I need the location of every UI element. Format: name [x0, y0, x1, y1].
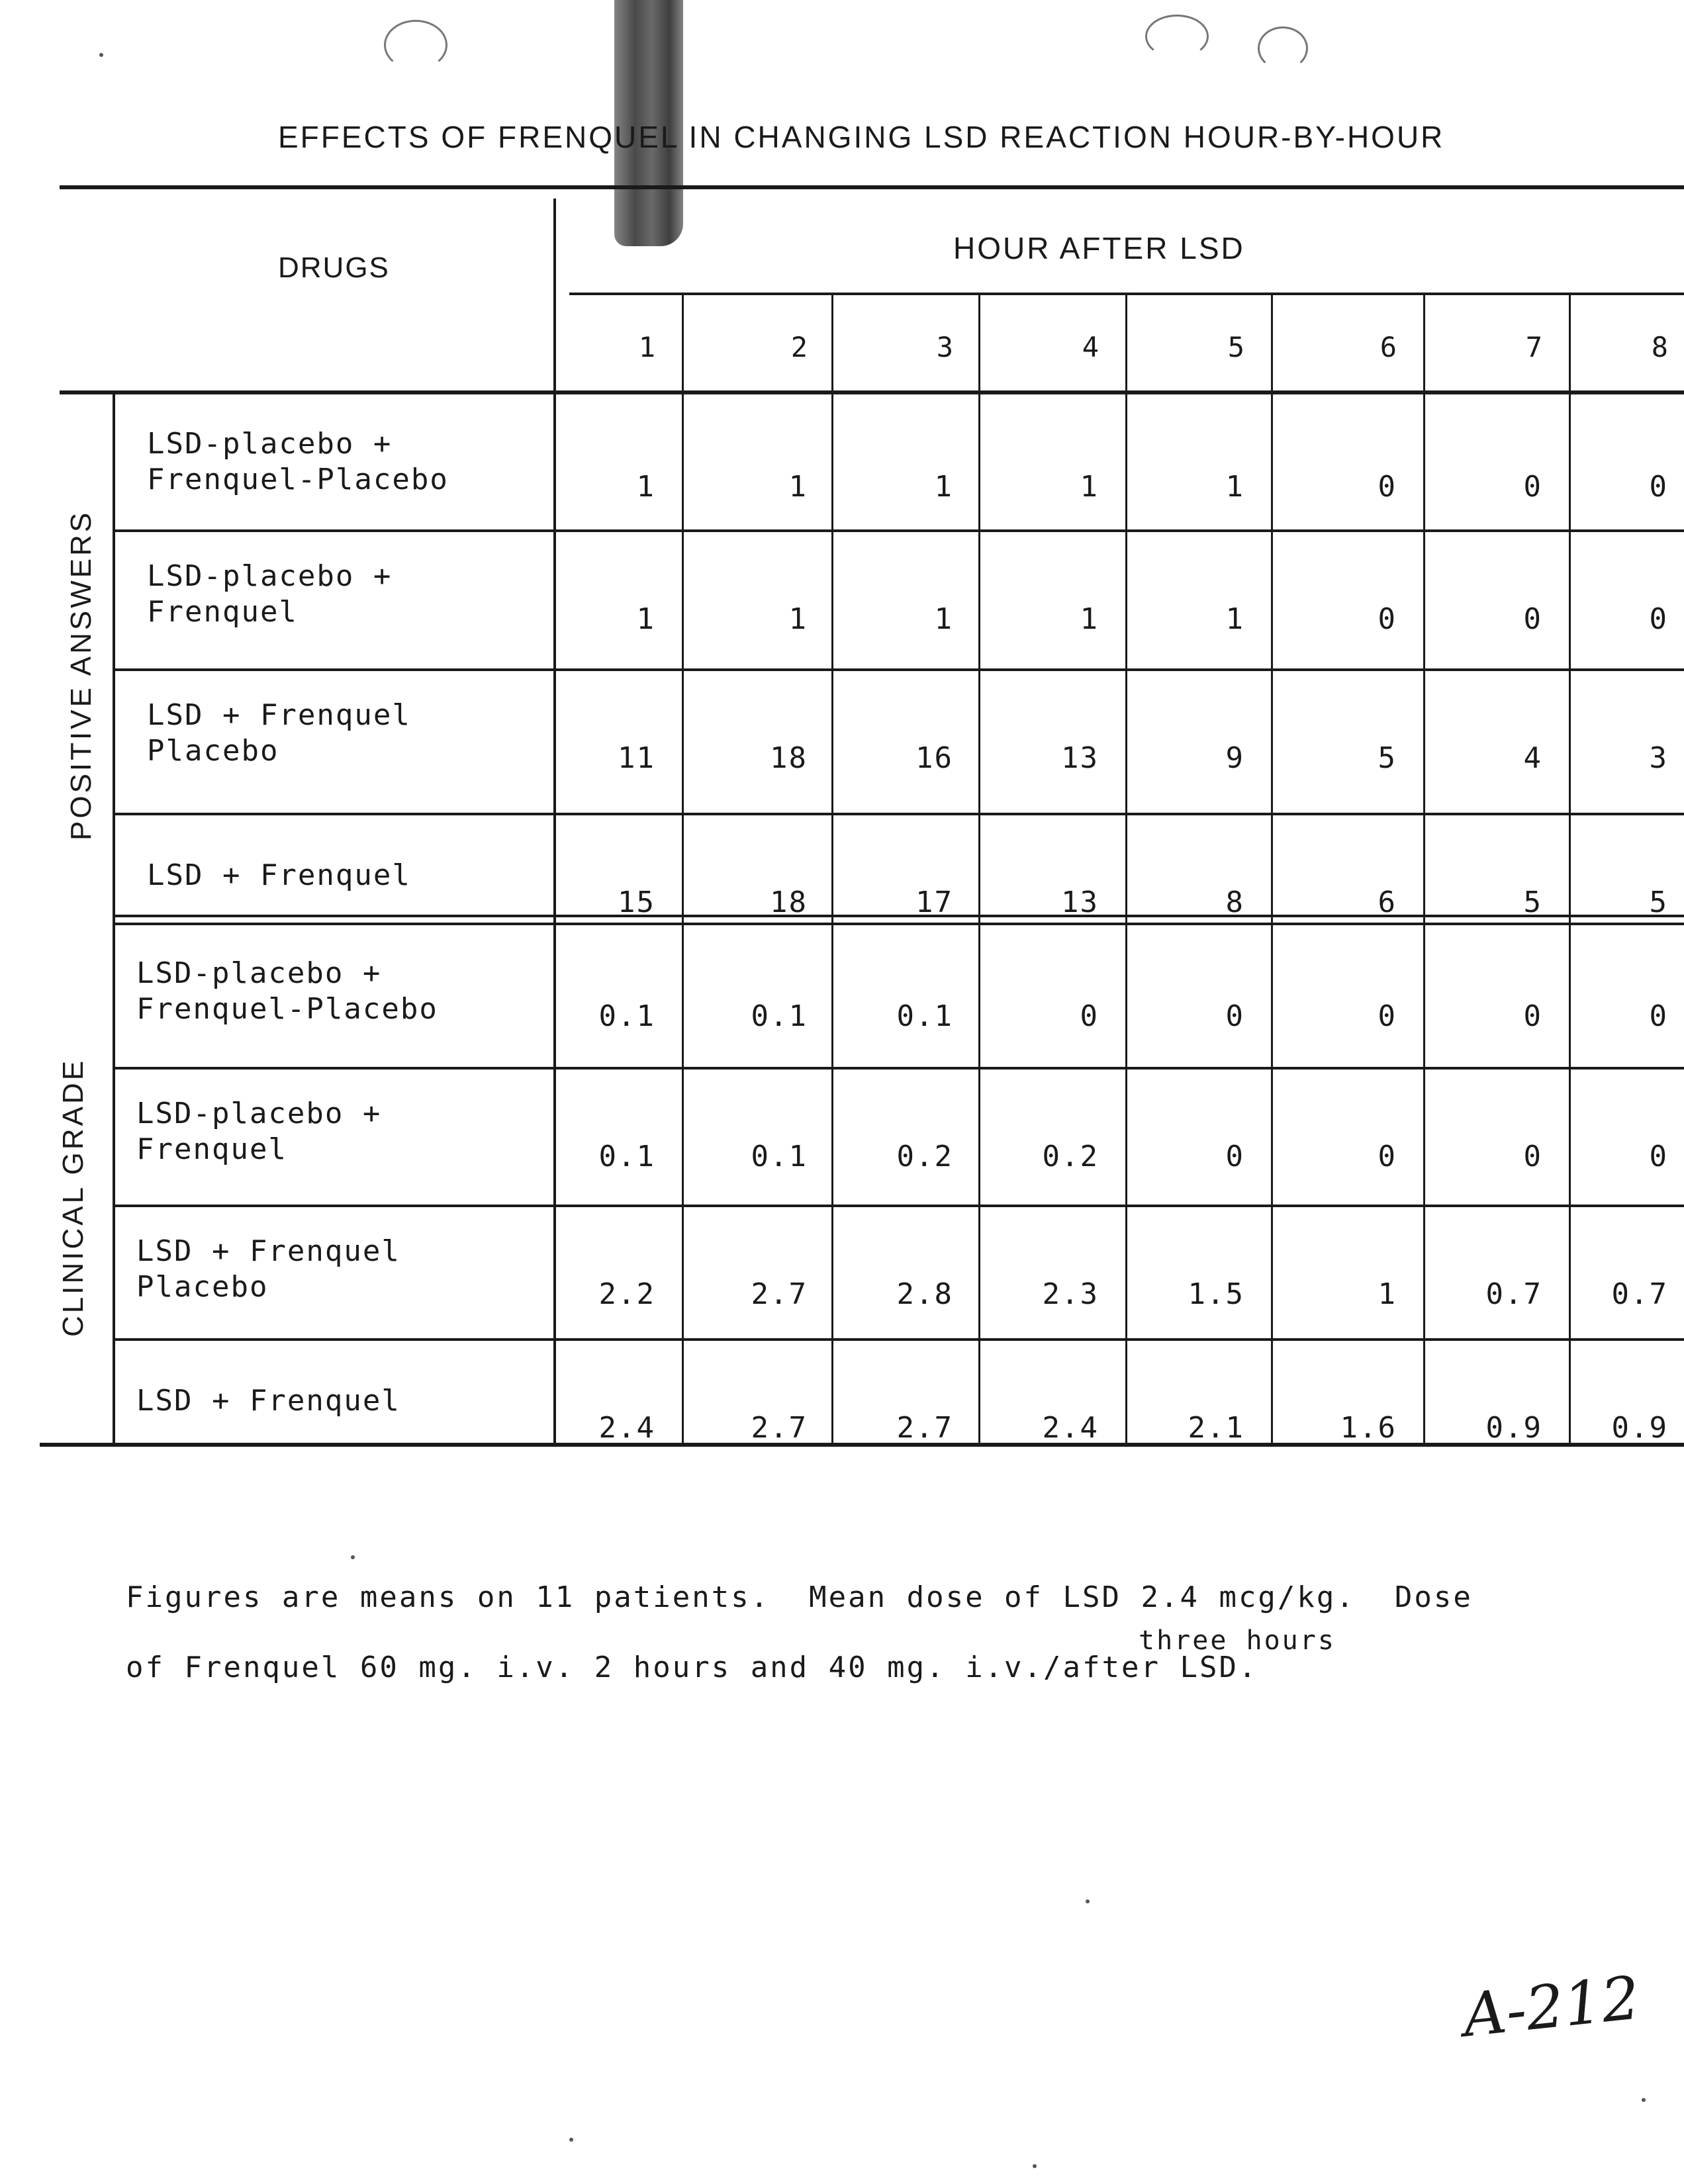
- table-cell: 0.9: [1611, 1411, 1668, 1445]
- table-cell: 18: [770, 741, 808, 775]
- hour-column-header: 8: [1651, 331, 1668, 363]
- row-rule: [115, 1205, 1684, 1207]
- table-cell: 17: [915, 886, 953, 919]
- column-rule: [1125, 295, 1127, 1443]
- table-cell: 1: [636, 470, 655, 504]
- drugs-column-rule: [553, 199, 556, 1443]
- scan-speck: [569, 2138, 573, 2142]
- hour-column-header: 2: [790, 331, 808, 363]
- table-cell: 0: [1378, 602, 1397, 636]
- footnote-insert: three hours: [1139, 1625, 1336, 1656]
- table-cell: 6: [1378, 886, 1397, 919]
- table-cell: 1: [1080, 602, 1099, 636]
- column-rule: [978, 295, 980, 1443]
- table-cell: 0: [1378, 470, 1397, 504]
- drug-label: LSD-placebo + Frenquel: [136, 1097, 382, 1166]
- hour-column-header: 6: [1380, 331, 1397, 363]
- table-top-rule: [60, 185, 1684, 189]
- table-cell: 1.5: [1188, 1277, 1244, 1311]
- drug-label: LSD + Frenquel Placebo: [136, 1234, 400, 1304]
- table-cell: 0.1: [598, 999, 655, 1033]
- hour-after-lsd-header: HOUR AFTER LSD: [953, 231, 1245, 265]
- table-cell: 1: [1225, 602, 1244, 636]
- group-label-clinical-grade: CLINICAL GRADE: [57, 1058, 89, 1337]
- table-cell: 13: [1061, 886, 1099, 919]
- column-rule: [1569, 295, 1571, 1443]
- table-cell: 9: [1225, 741, 1244, 775]
- table-cell: 0: [1523, 1140, 1542, 1173]
- drug-label: LSD-placebo + Frenquel-Placebo: [136, 956, 438, 1026]
- table-cell: 0.7: [1611, 1277, 1668, 1311]
- table-cell: 2.7: [751, 1411, 808, 1445]
- column-rule: [1271, 295, 1273, 1443]
- table-cell: 1: [1378, 1277, 1397, 1311]
- header-bottom-rule: [60, 390, 1684, 394]
- table-cell: 13: [1061, 741, 1099, 775]
- table-cell: 0.7: [1485, 1277, 1542, 1311]
- drug-label: LSD-placebo + Frenquel: [147, 559, 393, 629]
- punch-hole: [1258, 26, 1308, 70]
- scan-speck: [1642, 2098, 1646, 2102]
- table-cell: 2.1: [1188, 1411, 1244, 1445]
- table-cell: 1: [788, 602, 808, 636]
- table-cell: 8: [1225, 886, 1244, 919]
- table-cell: 5: [1523, 886, 1542, 919]
- table-cell: 1: [1080, 470, 1099, 504]
- table-cell: 1: [788, 470, 808, 504]
- table-cell: 0: [1523, 602, 1542, 636]
- punch-hole: [1145, 15, 1209, 58]
- table-cell: 0.2: [896, 1140, 953, 1173]
- table-cell: 0: [1649, 602, 1668, 636]
- table-cell: 0: [1378, 999, 1397, 1033]
- drug-label: LSD + Frenquel: [147, 858, 411, 892]
- group-label-positive-answers: POSITIVE ANSWERS: [65, 510, 97, 841]
- table-cell: 0.1: [598, 1140, 655, 1173]
- table-cell: 0: [1225, 999, 1244, 1033]
- table-cell: 15: [618, 886, 655, 919]
- table-cell: 0.1: [896, 999, 953, 1033]
- table-cell: 1: [636, 602, 655, 636]
- table-cell: 16: [915, 741, 953, 775]
- drug-label: LSD + Frenquel Placebo: [147, 698, 411, 768]
- table-cell: 2.2: [598, 1277, 655, 1311]
- column-rule: [1423, 295, 1425, 1443]
- drug-label: LSD-placebo + Frenquel-Placebo: [147, 427, 449, 496]
- hour-column-header: 7: [1525, 331, 1542, 363]
- table-cell: 2.7: [751, 1277, 808, 1311]
- row-rule: [115, 668, 1684, 671]
- scan-speck: [1086, 1899, 1090, 1903]
- footnote-line-1: Figures are means on 11 patients. Mean dose of LSD 2.4 mcg/kg. Dose: [126, 1580, 1473, 1614]
- table-cell: 1: [934, 602, 953, 636]
- drug-label: LSD + Frenquel: [136, 1384, 400, 1418]
- row-rule: [115, 1338, 1684, 1341]
- table-cell: 1: [1225, 470, 1244, 504]
- row-rule: [115, 1067, 1684, 1069]
- hour-column-header: 5: [1227, 331, 1244, 363]
- table-cell: 2.3: [1042, 1277, 1099, 1311]
- table-cell: 18: [770, 886, 808, 919]
- scan-speck: [351, 1555, 355, 1559]
- table-cell: 3: [1649, 741, 1668, 775]
- table-cell: 2.7: [896, 1411, 953, 1445]
- page-number: A-212: [1460, 1963, 1643, 2051]
- table-cell: 5: [1649, 886, 1668, 919]
- scan-speck: [1033, 2164, 1037, 2168]
- table-cell: 0: [1649, 1140, 1668, 1173]
- table-cell: 0: [1378, 1140, 1397, 1173]
- table-cell: 0.9: [1485, 1411, 1542, 1445]
- table-cell: 2.8: [896, 1277, 953, 1311]
- table-cell: 0: [1225, 1140, 1244, 1173]
- page-title: EFFECTS OF FRENQUEL IN CHANGING LSD REACTION HOUR-BY-HOUR: [278, 120, 1445, 154]
- punch-hole: [384, 20, 447, 70]
- column-rule: [682, 295, 684, 1443]
- table-cell: 0: [1649, 470, 1668, 504]
- table-cell: 4: [1523, 741, 1542, 775]
- table-cell: 0.2: [1042, 1140, 1099, 1173]
- table-cell: 0: [1080, 999, 1099, 1033]
- scan-speck: [99, 53, 103, 57]
- table-cell: 5: [1378, 741, 1397, 775]
- footnote-line-2: of Frenquel 60 mg. i.v. 2 hours and 40 mg. i.v./after LSD.: [126, 1651, 1258, 1684]
- table-cell: 0: [1523, 999, 1542, 1033]
- row-rule: [115, 529, 1684, 532]
- table-cell: 0: [1523, 470, 1542, 504]
- hour-column-header: 3: [936, 331, 953, 363]
- column-rule: [831, 295, 833, 1443]
- side-label-rule: [113, 394, 115, 1443]
- table-cell: 2.4: [1042, 1411, 1099, 1445]
- table-cell: 2.4: [598, 1411, 655, 1445]
- row-rule: [115, 813, 1684, 815]
- table-cell: 0: [1649, 999, 1668, 1033]
- drugs-column-header: DRUGS: [278, 251, 390, 284]
- table-cell: 1.6: [1340, 1411, 1397, 1445]
- hour-column-header: 1: [638, 331, 655, 363]
- table-cell: 1: [934, 470, 953, 504]
- table-cell: 0.1: [751, 999, 808, 1033]
- group-divider-rule: [113, 923, 1684, 925]
- hour-column-header: 4: [1082, 331, 1099, 363]
- table-cell: 0.1: [751, 1140, 808, 1173]
- table-cell: 11: [618, 741, 655, 775]
